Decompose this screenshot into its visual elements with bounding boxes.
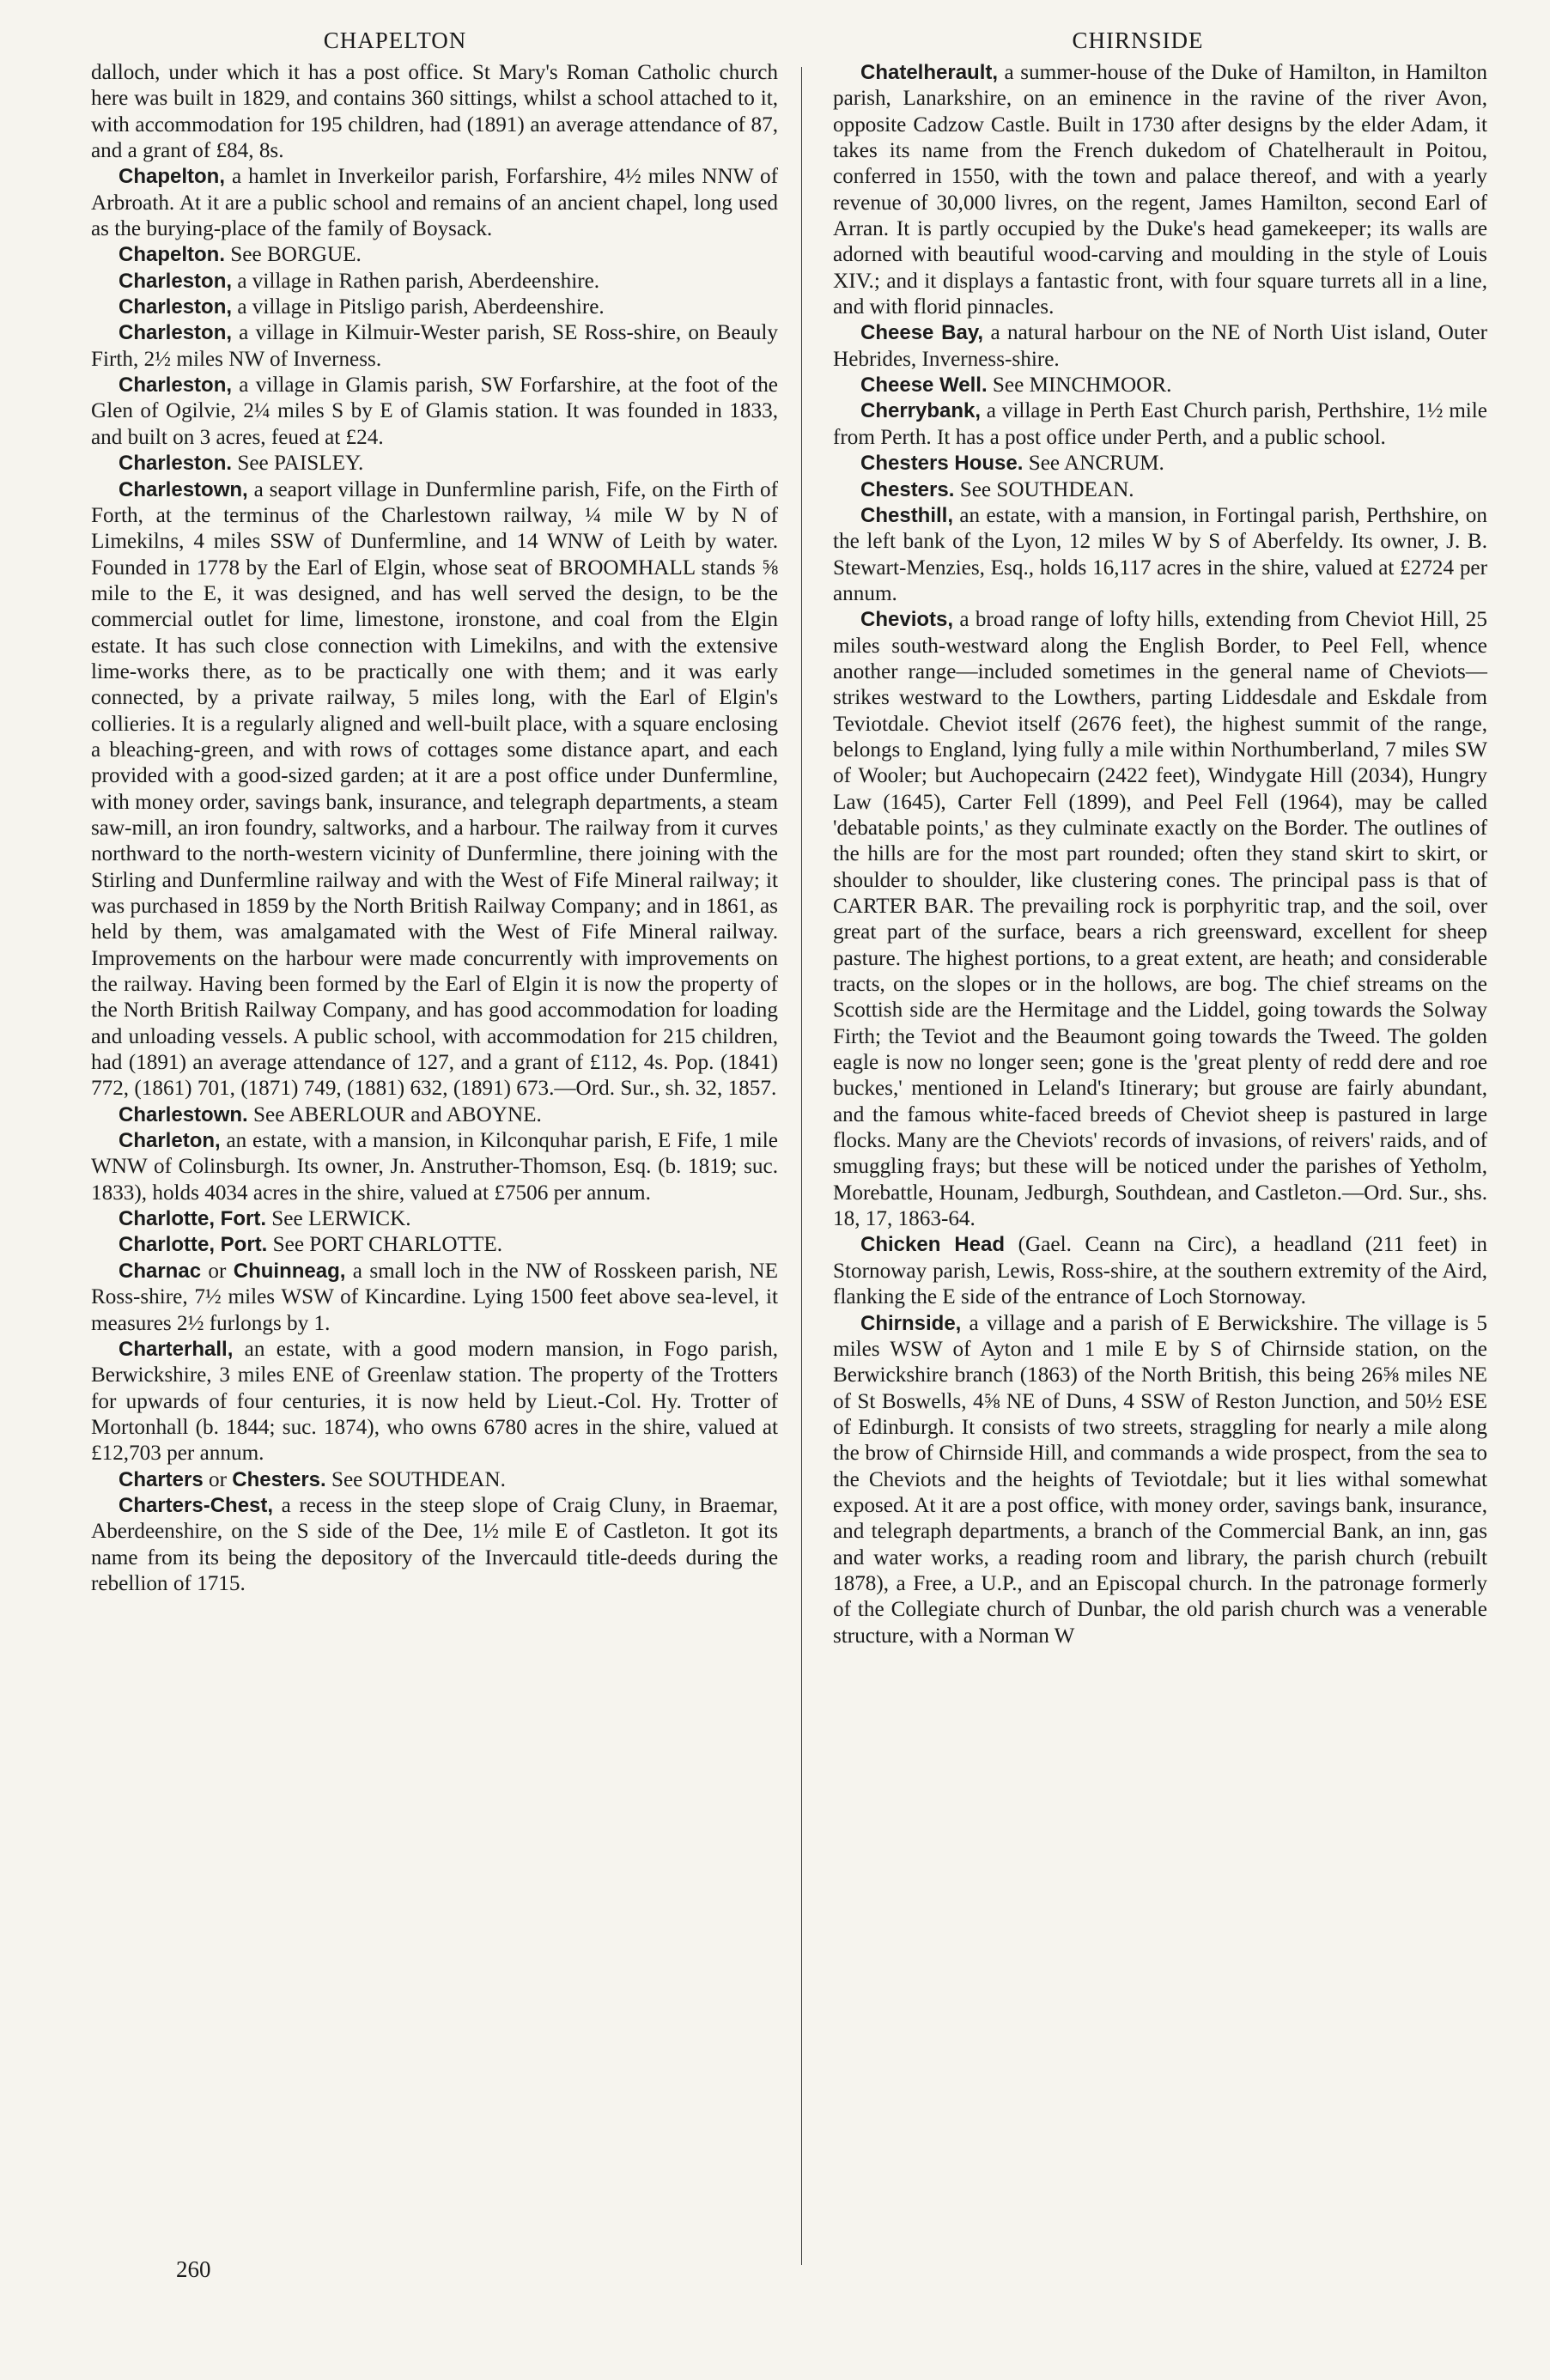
gazetteer-entry [91, 1493, 778, 1597]
entry-headword: Charterhall, [119, 1337, 234, 1361]
entry-headword: Charters-Chest, [119, 1493, 274, 1517]
entry-text: See SOUTHDEAN. [325, 1467, 506, 1491]
entry-headword: Charleston, [119, 295, 233, 319]
gazetteer-entry [833, 398, 1487, 451]
entry-headword: Cherrybank, [860, 399, 982, 423]
gazetteer-entry [833, 1232, 1487, 1310]
entry-headword: Chapelton, [119, 165, 225, 189]
entry-headword: Charlotte, Port. [119, 1233, 268, 1257]
gazetteer-entry [91, 1128, 778, 1206]
entry-text: See LERWICK. [266, 1207, 411, 1231]
entry-headword: Cheviots, [860, 608, 954, 632]
entry-text: See MINCHMOOR. [987, 373, 1172, 398]
entry-text: See PAISLEY. [232, 452, 364, 476]
column-divider [801, 67, 802, 2265]
entry-headword: Charleston, [119, 373, 233, 398]
entry-headword: Chuinneag, [233, 1259, 346, 1283]
gazetteer-entry [833, 60, 1487, 320]
entry-text: a village in Perth East Church parish, Perthshire, 1½ mile from Perth. It has a post office under Perth, and a public school. [833, 399, 1487, 449]
page-number: 260 [176, 2256, 211, 2282]
entry-text: a village and a parish of E Berwickshire. The village is 5 miles WSW of Ayton and 1 mile E by S of Chirnside station, on the Berwickshire branch (1863) of the North British, this being 26⅝ miles NE of St Boswells, 4⅝ NE of Duns, 4 SSW of Reston Junction, and 50½ ESE of Edinburgh. It consists of two streets, straggling for nearly a mile along the brow of Chirnside Hill, and commands a wide prospect, from the sea to the Cheviots and the heights of Teviotdale; but it lies withal somewhat exposed. At it are a post office, with money order, savings bank, insurance, and telegraph departments, a branch of the Commercial Bank, an inn, gas and water works, a reading room and library, the parish church (rebuilt 1878), a Free, a U.P., and an Episcopal church. In the patronage formerly of the Collegiate church of Dunbar, the old parish church was a venerable structure, with a Norman W [833, 1311, 1487, 1648]
gazetteer-entry [91, 164, 778, 242]
left-column [91, 60, 778, 1597]
entry-text: an estate, with a mansion, in Kilconquhar parish, E Fife, 1 mile WNW of Colinsburgh. Its owner, Jn. Anstruther-Thomson, Esq. (b. 1819; suc. 1833), holds 4034 acres in the shire, valued at £7506 per annum. [91, 1129, 778, 1205]
entry-headword: Chicken Head [860, 1233, 1006, 1257]
gazetteer-entry [91, 60, 778, 164]
entry-text: a recess in the steep slope of Craig Cluny, in Braemar, Aberdeenshire, on the S side of the Dee, 1½ mile E of Castleton. It got its name from its being the depository of the Invercauld title-deeds during the rebellion of 1715. [91, 1493, 778, 1595]
entry-headword: Chatelherault, [860, 61, 999, 84]
gazetteer-entry [91, 1467, 778, 1493]
gazetteer-entry [91, 1102, 778, 1128]
entry-headword: Charters [119, 1467, 204, 1491]
entry-headword: Cheese Well. [860, 373, 988, 398]
entry-text: See BORGUE. [225, 243, 362, 267]
entry-text: or [203, 1467, 233, 1491]
entry-text: a village in Pitsligo parish, Aberdeenshire. [232, 295, 605, 319]
gazetteer-entry [91, 1232, 778, 1258]
entry-text: a village in Kilmuir-Wester parish, SE Ross-shire, on Beauly Firth, 2½ miles NW of Inverness. [91, 321, 778, 371]
entry-headword: Charnac [119, 1259, 202, 1283]
gazetteer-entry [833, 451, 1487, 477]
gazetteer-entry [91, 477, 778, 1102]
gazetteer-entry [833, 1311, 1487, 1649]
entry-text: a small loch in the NW of Rosskeen parish, NE Ross-shire, 7½ miles WSW of Kincardine. Lying 1500 feet above sea-level, it measures 2½ furlongs by 1. [91, 1259, 779, 1335]
entry-headword: Chesters House. [860, 452, 1024, 476]
entry-text: a village in Glamis parish, SW Forfarshire, at the foot of the Glen of Ogilvie, 2¼ miles S by E of Glamis station. It was founded in 1833, and built on 3 acres, feued at £24. [91, 373, 778, 449]
entry-headword: Chirnside, [860, 1311, 962, 1335]
entry-headword: Charleston, [119, 269, 233, 293]
entry-text: an estate, with a good modern mansion, in Fogo parish, Berwickshire, 3 miles ENE of Greenlaw station. The property of the Trotters for upwards of four centuries, it is now held by Lieut.-Col. Hy. Trotter of Mortonhall (b. 1844; suc. 1874), who owns 6780 acres in the shire, valued at £12,703 per annum. [91, 1337, 778, 1466]
gazetteer-entry [91, 269, 778, 294]
entry-text: a seaport village in Dunfermline parish, Fife, on the Firth of Forth, at the terminus of the Charlestown railway, ¼ mile W by N of Limekilns, 4 miles SSW of Dunfermline, and 14 WNW of Leith by water. Founded in 1778 by the Earl of Elgin, whose seat of BROOMHALL stands ⅝ mile to the E, it was designed, and has well served the design, to be the commercial outlet for lime, limestone, ironstone, and coal from the Elgin estate. It has such close connection with Limekilns, and with the extensive lime-works there, as to be practically one with them; and it was early connected, by a private railway, 5 miles long, with the Earl of Elgin's collieries. It is a regularly aligned and well-built place, with a square enclosing a bleaching-green, and with rows of cottages some distance apart, and each provided with a good-sized garden; at it are a post office under Dunfermline, with money order, savings bank, insurance, and telegraph departments, a steam saw-mill, an iron foundry, saltworks, and a harbour. The railway from it curves northward to the north-western vicinity of Dunfermline, there joining with the Stirling and Dunfermline railway and with the West of Fife Mineral railway; it was purchased in 1859 by the North British Railway Company; and in 1861, as held by them, was amalgamated with the West of Fife Mineral railway. Improvements on the harbour were made concurrently with improvements on the railway. Having been formed by the Earl of Elgin it is now the property of the North British Railway Company, and has good accommodation for loading and unloading vessels. A public school, with accommodation for 215 children, had (1891) an average attendance of 127, and a grant of £112, 4s. Pop. (1841) 772, (1861) 701, (1871) 749, (1881) 632, (1891) 673.—Ord. Sur., sh. 32, 1857. [91, 477, 778, 1101]
gazetteer-entry [833, 503, 1487, 607]
entry-text: See SOUTHDEAN. [954, 477, 1134, 501]
gazetteer-entry [91, 373, 778, 451]
entry-text: or [201, 1259, 234, 1283]
gazetteer-entry [91, 294, 778, 320]
entry-text: dalloch, under which it has a post office. St Mary's Roman Catholic church here was built in 1829, and contains 360 sittings, whilst a school attached to it, with accommodation for 195 children, had (1891) an average attendance of 87, and a grant of £84, 8s. [91, 61, 778, 163]
right-column [833, 60, 1487, 1649]
entry-headword: Chesters. [860, 477, 955, 501]
entry-headword: Charlotte, Fort. [119, 1207, 266, 1231]
entry-text: See ANCRUM. [1023, 452, 1164, 476]
entry-text: a natural harbour on the NE of North Uist island, Outer Hebrides, Inverness-shire. [833, 321, 1488, 371]
running-head-left: CHAPELTON [323, 27, 467, 53]
gazetteer-entry [91, 242, 778, 268]
entry-headword: Cheese Bay, [860, 321, 984, 345]
entry-headword: Charlestown. [119, 1102, 248, 1126]
gazetteer-entry [91, 1206, 778, 1232]
entry-headword: Chesthill, [860, 503, 954, 527]
entry-text: a summer-house of the Duke of Hamilton, in Hamilton parish, Lanarkshire, on an eminence in the ravine of the river Avon, opposite Cadzow Castle. Built in 1730 after designs by the elder Adam, it takes its name from the French dukedom of Chatelherault in Poitou, conferred in 1550, with the town and palace thereof, and with a yearly revenue of 30,000 livres, on the regent, James Hamilton, second Earl of Arran. It is partly occupied by the Duke's head gamekeeper; its walls are adorned with beautiful wood-carving and moulding in the style of Louis XIV.; and it displays a fantastic front, with four square turrets all in a line, and with florid pinnacles. [833, 61, 1487, 319]
entry-headword: Charleton, [119, 1129, 221, 1153]
gazetteer-entry [833, 373, 1487, 398]
entry-text: a hamlet in Inverkeilor parish, Forfarshire, 4½ miles NNW of Arbroath. At it are a public school and remains of an ancient chapel, long used as the burying-place of the family of Boysack. [91, 165, 778, 241]
entry-headword: Charleston, [119, 321, 233, 345]
entry-text: an estate, with a mansion, in Fortingal parish, Perthshire, on the left bank of the Lyon, 12 miles W by S of Aberfeldy. Its owner, J. B. Stewart-Menzies, Esq., holds 16,117 acres in the shire, valued at £2724 per annum. [833, 503, 1487, 605]
entry-text: a village in Rathen parish, Aberdeenshire. [232, 269, 600, 293]
entry-headword: Charlestown, [119, 477, 248, 501]
gazetteer-entry [91, 1259, 778, 1337]
entry-headword: Chesters. [232, 1467, 326, 1491]
entry-text: See PORT CHARLOTTE. [267, 1233, 503, 1257]
entry-text: See ABERLOUR and ABOYNE. [247, 1102, 542, 1126]
gazetteer-entry [91, 1337, 778, 1467]
entry-headword: Charleston. [119, 452, 233, 476]
entry-text: (Gael. Ceann na Circ), a headland (211 feet) in Stornoway parish, Lewis, Ross-shire, at the southern extremity of the Aird, flanking the E side of the entrance of Loch Stornoway. [833, 1233, 1488, 1309]
gazetteer-entry [91, 320, 778, 373]
gazetteer-entry [91, 451, 778, 477]
entry-text: a broad range of lofty hills, extending from Cheviot Hill, 25 miles south-westward along the English Border, to Peel Fell, whence another range—included sometimes in the general name of Cheviots—strikes westward to the Lowthers, parting Liddesdale and Eskdale from Teviotdale. Cheviot itself (2676 feet), the highest summit of the range, belongs to England, lying fully a mile within Northumberland, 7 miles SW of Wooler; but Auchopecairn (2422 feet), Windygate Hill (2034), Hungry Law (1645), Carter Fell (1899), and Peel Fell (1964), may be called 'debatable points,' as they culminate exactly on the Border. The outlines of the hills are for the most part rounded; often they stand skirt to skirt, or shoulder to shoulder, like clustering cones. The principal pass is that of CARTER BAR. The prevailing rock is porphyritic trap, and the soil, over great part of the surface, bears a rich greensward, excellent for sheep pasture. The highest portions, to a great extent, are heath; and considerable tracts, on the slopes or in the hollows, are bog. The chief streams on the Scottish side are the Hermitage and the Liddel, going towards the Solway Firth; the Teviot and the Beaumont going towards the Tweed. The golden eagle is now no longer seen; gone is the 'great plenty of redd dere and roe buckes,' mentioned in Leland's Itinerary; but grouse are fairly abundant, and the famous white-faced breeds of Cheviot sheep is pastured in large flocks. Many are the Cheviots' records of invasions, of reivers' raids, and of smuggling frays; but these will be noticed under the parishes of Yetholm, Morebattle, Hounam, Jedburgh, Southdean, and Castleton.—Ord. Sur., shs. 18, 17, 1863-64. [833, 608, 1487, 1231]
entry-headword: Chapelton. [119, 243, 225, 267]
gazetteer-entry [833, 320, 1487, 373]
gazetteer-entry [833, 477, 1487, 503]
gazetteer-entry [833, 607, 1487, 1232]
running-head-right: CHIRNSIDE [1072, 27, 1204, 53]
